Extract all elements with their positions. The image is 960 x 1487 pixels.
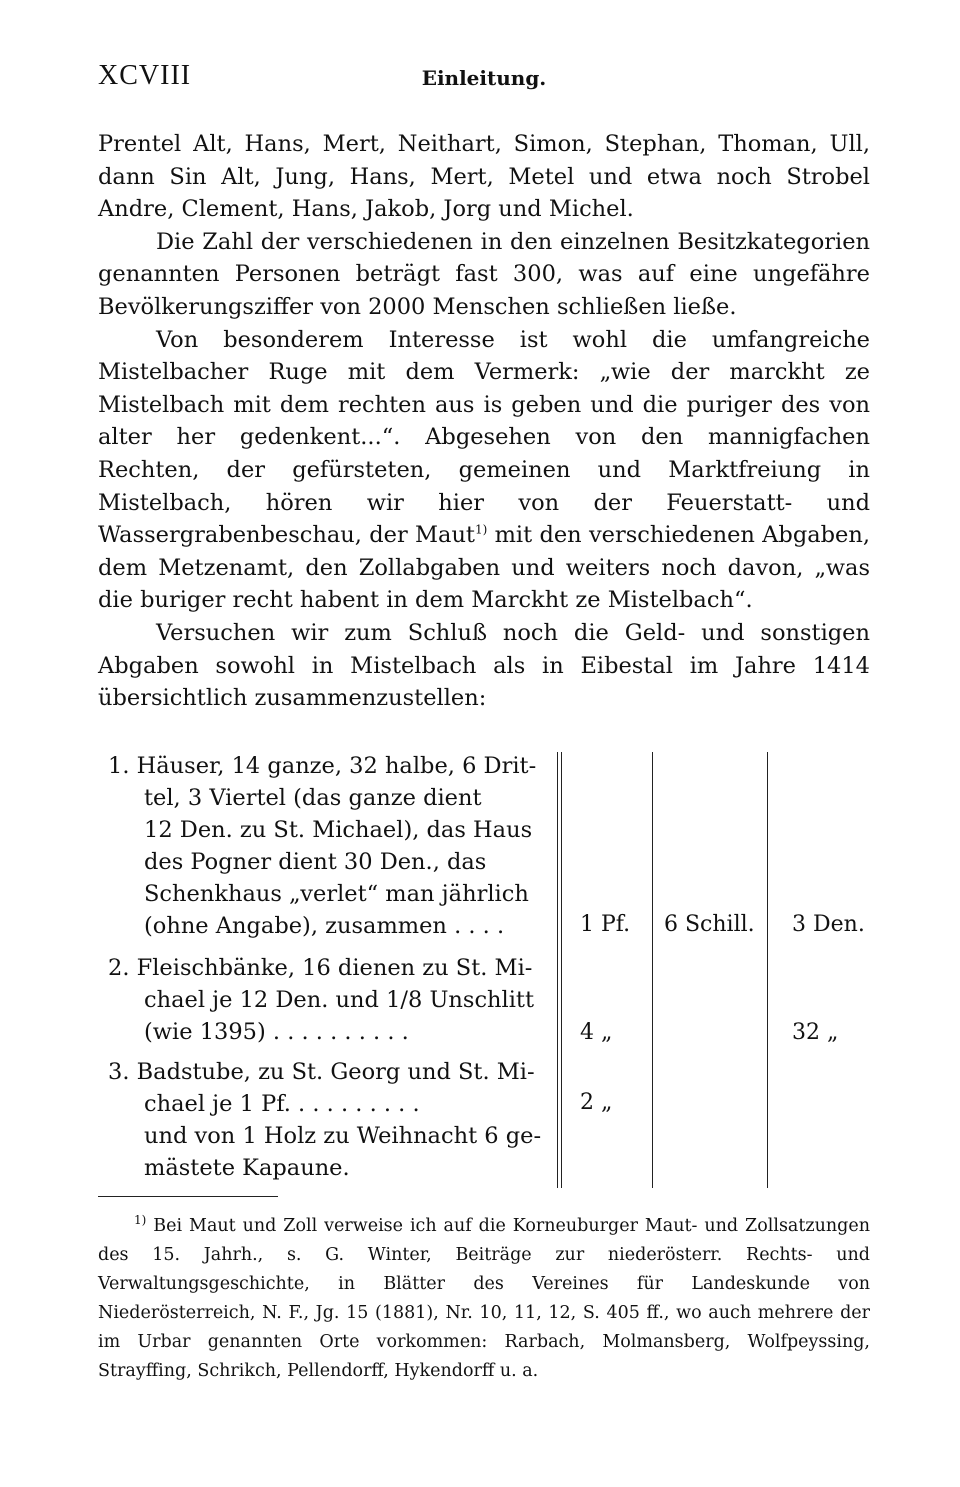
- column-rule: [557, 752, 558, 1188]
- paragraph-population: Die Zahl der verschiedenen in den einzelnen Besitzkategorien genannten Personen beträgt fast 300, was auf eine ungefähre Bevölkerungsziffer von 2000 Menschen schließen ließe.: [98, 228, 870, 320]
- tax-table: [98, 748, 870, 1188]
- column-rule: [767, 752, 768, 1188]
- footnote-marker: 1): [134, 1213, 147, 1228]
- entry-line: Schenkhaus „verlet“ man jährlich: [144, 881, 529, 907]
- amount-pfund: 4 „: [580, 1020, 613, 1045]
- entry-line: (ohne Angabe), zusammen . . . .: [144, 913, 505, 939]
- table-row-bathhouse: [108, 1056, 548, 1184]
- ruge-text-after: mit den verschiedenen Abgaben, dem Metzenamt, den Zollabgaben und weiters noch davon, „was die buriger recht habent in dem Marckht ze Mistelbach“.: [98, 522, 871, 614]
- entry-line: tel, 3 Viertel (das ganze dient: [144, 785, 482, 811]
- column-rule: [561, 752, 562, 1188]
- paragraph-summary: Versuchen wir zum Schluß noch die Geld- und sonstigen Abgaben sowohl in Mistelbach als in Eibestal im Jahre 1414 übersichtlich zusammenzustellen:: [98, 619, 870, 712]
- entry-line: chael je 1 Pf. . . . . . . . . .: [144, 1091, 420, 1117]
- amount-denar: 3 Den.: [792, 912, 865, 937]
- column-rule: [652, 752, 653, 1188]
- entry-line: und von 1 Holz zu Weihnacht 6 ge-: [144, 1123, 542, 1149]
- paragraph-names: Prentel Alt, Hans, Mert, Neithart, Simon, Stephan, Thoman, Ull, dann Sin Alt, Jung, Hans, Mert, Metel und etwa noch Strobel Andre, Clement, Hans, Jakob, Jorg und Michel.: [98, 131, 870, 223]
- entry-line: 1. Häuser, 14 ganze, 32 halbe, 6 Drit-: [108, 753, 537, 779]
- table-row-butcher-stalls: [108, 952, 548, 1048]
- page-header: [98, 60, 870, 104]
- footnote-divider: [98, 1196, 278, 1197]
- amount-schilling: 6 Schill.: [664, 912, 755, 937]
- footnote-text: Bei Maut und Zoll verweise ich auf die Korneuburger Maut- und Zollsatzungen des 15. Jahrh., s. G. Winter, Beiträge zur niederösterr. Rechts- und Verwaltungsgeschichte, in Blätter des Vereines für Landeskunde von Niederösterreich, N. F., Jg. 15 (1881), Nr. 10, 11, 12, S. 405 ff., wo auch mehrere der im Urbar genannten Orte vorkommen: Rarbach, Molmansberg, Wolfpeyssing, Strayffing, Schrikch, Pellendorff, Hykendorff u. a.: [98, 1216, 870, 1381]
- amount-denar: 32 „: [792, 1020, 839, 1045]
- entry-line: chael je 12 Den. und 1/8 Unschlitt: [144, 987, 535, 1013]
- body-text: [98, 128, 870, 715]
- table-row-houses: [108, 750, 548, 942]
- footnote: [98, 1212, 870, 1386]
- entry-line: 12 Den. zu St. Michael), das Haus: [144, 817, 533, 843]
- amount-pfund: 2 „: [580, 1090, 613, 1115]
- entry-line: des Pogner dient 30 Den., das: [144, 849, 487, 875]
- entry-line: (wie 1395) . . . . . . . . . .: [144, 1019, 409, 1045]
- entry-line: 3. Badstube, zu St. Georg und St. Mi-: [108, 1059, 535, 1085]
- footnote-reference: 1): [474, 522, 488, 537]
- ruge-text-before: Von besonderem Interesse ist wohl die umfangreiche Mistelbacher Ruge mit dem Vermerk: „wie der marckht ze Mistelbach mit dem rechten aus is geben und die puriger des von alter her gedenkent...“. Abgesehen von den mannigfachen Rechten, der gefürsteten, gemeinen und Marktfreiung in Mistelbach, hören wir hier von der Feuerstatt- und Wassergrabenbeschau, der Maut: [98, 326, 870, 549]
- entry-line: mästete Kapaune.: [144, 1155, 350, 1181]
- amount-pfund: 1 Pf.: [580, 912, 631, 937]
- paragraph-ruge: [98, 324, 870, 617]
- entry-line: 2. Fleischbänke, 16 dienen zu St. Mi-: [108, 955, 533, 981]
- running-head: Einleitung.: [421, 66, 547, 90]
- page-number: XCVIII: [98, 60, 192, 91]
